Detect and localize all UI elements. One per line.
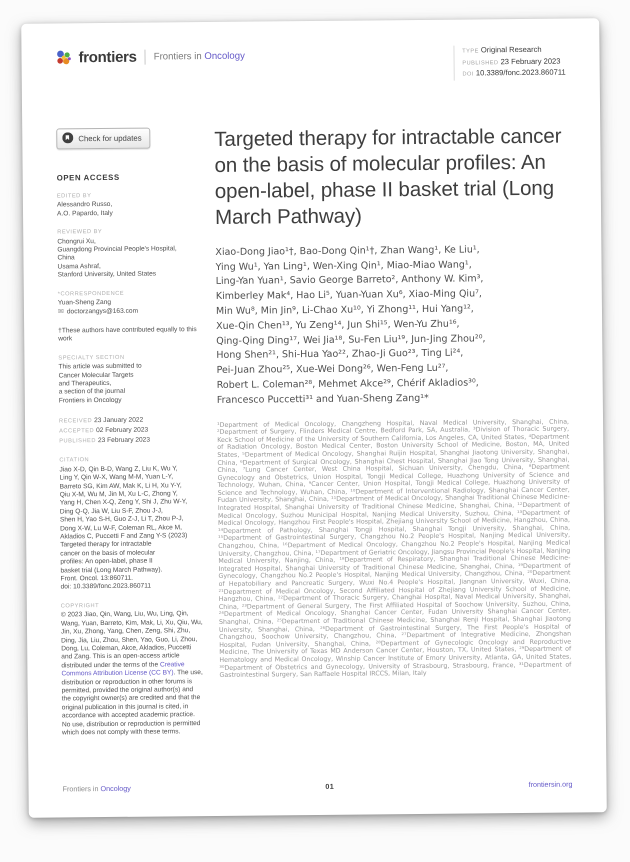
published-date-row bbox=[59, 435, 201, 446]
correspondence-name: Yuan-Sheng Zang bbox=[57, 299, 112, 307]
meta-type-row bbox=[462, 45, 565, 58]
article-main bbox=[214, 123, 572, 736]
specialty-text: This article was submitted to Cancer Molecular Targets and Therapeutics, a section of the journal Frontiers in Oncology bbox=[58, 362, 142, 405]
specialty-section bbox=[58, 354, 200, 406]
meta-doi-value: 10.3389/fonc.2023.860711 bbox=[475, 67, 566, 78]
reviewed-by-section bbox=[57, 228, 199, 280]
citation-text: Jiao X-D, Qin B-D, Wang Z, Liu K, Wu Y, Ling Y, Qin W-X, Wang M-M, Yuan L-Y, Barreto SG, Kim AW, Mak K, Li H, Xu Y-Y, Qiu X-M, Wu M, Jin M, Xu L-C, Zhong Y, Yang H, Chen X-Q, Zeng Y, Shi J, Zhu W-Y, Ding Q-Q, Jia W, Liu S-F, Zhou J-J, Shen H, Yao S-H, Guo Z-J, Li T, Zhou P-J, Dong X-W, Lu W-F, Coleman RL, Akce M, Akladios C, Puccetti F and Zang Y-S (2023) Targeted therapy for intractable cancer on the basis of molecular profiles: An open-label, phase II basket trial (Long March Pathway). Front. Oncol. 13:860711. doi: 10.3389/fonc.2023.860711 bbox=[59, 465, 188, 591]
check-for-updates-button[interactable] bbox=[56, 127, 150, 149]
page-content bbox=[21, 18, 607, 818]
article-title: Targeted therapy for intractable cancer on the basis of molecular profiles: An open-label, phase II basket trial (Long March Pathway) bbox=[214, 124, 562, 229]
journal-title-name: Oncology bbox=[204, 50, 245, 63]
accepted-label: ACCEPTED bbox=[59, 428, 95, 435]
journal-title-prefix: Frontiers in bbox=[153, 51, 205, 63]
equal-contribution-text: †These authors have contributed equally to this work bbox=[58, 326, 197, 343]
crossmark-icon bbox=[62, 132, 73, 145]
edited-by-label: EDITED BY bbox=[56, 192, 92, 200]
copyright-text bbox=[61, 610, 204, 737]
edited-by-section bbox=[57, 192, 199, 219]
reviewed-by-label: REVIEWED BY bbox=[57, 229, 103, 236]
envelope-icon: ✉ bbox=[57, 307, 64, 315]
footer-journal[interactable] bbox=[63, 784, 131, 794]
edited-by-text: Alessandro Russo, A.O. Papardo, Italy bbox=[56, 201, 113, 218]
copyright-label: COPYRIGHT bbox=[60, 602, 100, 610]
copyright-after-link: . The use, distribution or reproduction in other forums is permitted, provided the original author(s) and the copyright owner(s) are credited and that the original publication in this journal is cited, in accordance with accepted academic practice. No use, distribution or reproduction is permitted which does not comply with these terms. bbox=[61, 669, 203, 737]
citation-label: CITATION bbox=[59, 457, 90, 464]
equal-contribution-note bbox=[58, 326, 200, 344]
footer-site-link[interactable]: frontiersin.org bbox=[528, 779, 573, 789]
citation-section bbox=[59, 456, 202, 592]
accepted-value: 02 February 2023 bbox=[96, 426, 149, 435]
published-label: PUBLISHED bbox=[59, 438, 96, 445]
check-for-updates-label: Check for updates bbox=[78, 133, 142, 144]
affiliations: ¹Department of Medical Oncology, Changzheng Hospital, Naval Medical University, Shanghai, China, ²Department of Surgery, Flinders Medical Centre, Bedford Park, SA, Australia, ³Division of Thoracic Surgery, Keck School of Medicine of the University of Southern California, Los Angeles, CA, United States, ⁴Department of Radiation Oncology, Boston Medical Center, Boston University School of Medicine, Boston, MA, United States, ⁵Department of Medical Oncology, Shanghai Ruijin Hospital, Shanghai Jiaotong University, Shanghai, China, ⁶Department of Surgical Oncology, Shanghai Chest Hospital, Shanghai Jiao Tong University, Shanghai, China, ⁷Lung Cancer Center, West China Hospital, Sichuan University, Chengdu, China, ⁸Department Gynecology and Obstetrics, Union Hospital, Tongji Medical College, Huazhong University of Science and Technology, Wuhan, China, ⁹Cancer Center, Union Hospital, Tongji Medical College, Huazhong University of Science and Technology, Wuhan, China, ¹⁰Department of Interventional Radiology, Shanghai Cancer Center, Fudan University, Shanghai, China, ¹¹Department of Medical Oncology, Shanghai Traditional Chinese Medicine-Integrated Hospital, Shanghai University of Traditional Chinese Medicine, Shanghai, China, ¹²Department of Medical Oncology, Suzhou Municipal Hospital, Nanjing Medical University, Suzhou, China, ¹³Department of Medical Oncology, Hangzhou First People's Hospital, Zhejiang University School of Medicine, Hangzhou, China, ¹⁴Department of Pathology, Shanghai Tongji Hospital, Shanghai Tongji University, Shanghai, China, ¹⁵Department of Gastrointestinal Surgery, Changzhou No.2 People's Hospital, Nanjing Medical University, Changzhou, China, ¹⁶Department of Medical Oncology, Changzhou No.2 People's Hospital, Nanjing Medical University, Changzhou, China, ¹⁷Department of Geriatric Oncology, Jiangsu Provincial People's Hospital, Nanjing Medical University, Nanjing, China, ¹⁸Department of Respiratory, Shanghai Traditional Chinese Medicine-Integrated Hospital, Shanghai University of Traditional Chinese Medicine, Shanghai, China, ¹⁹Department of Gynecology, Changzhou No.2 People's Hospital, Nanjing Medical University, Changzhou, China, ²⁰Department of Hepatobiliary and Pancreatic Surgery, Wuxi No.4 People's Hospital, Jiangnan University, Wuxi, China, ²¹Department of Medical Oncology, Second Affiliated Hospital of Zhejiang University School of Medicine, Hangzhou, China, ²²Department of Thoracic Surgery, Changhai Hospital, Naval Medical University, Shanghai, China, ²³Department of General Surgery, The First Affiliated Hospital of Soochow University, Suzhou, China, ²⁴Department of Medical Oncology, Shanghai Cancer Center, Fudan University Shanghai Cancer Center, Shanghai, China, ²⁵Department of Traditional Chinese Medicine, Shanghai Renji Hospital, Shanghai Jiaotong University, Shanghai, China, ²⁶Department of Gastrointestinal Surgery, The First People's Hospital of Changzhou, Soochow University, Changzhou, China, ²⁷Department of Integrative Medicine, Zhongshan Hospital, Fudan University, Shanghai, China, ²⁸Department of Gynecologic Oncology and Reproductive Medicine, The University of Texas MD Anderson Cancer Center, Houston, TX, United States, ²⁹Department of Hematology and Medical Oncology, Winship Cancer Institute of Emory University, Atlanta, GA, United States, ³⁰Department of Obstetrics and Gynecology, University of Strasbourg, Strasbourg, France, ³¹Department of Gastrointestinal Surgery, San Raffaele Hospital IRCCS, Milan, Italy bbox=[217, 418, 572, 680]
meta-published-value: 23 February 2023 bbox=[500, 56, 561, 66]
journal-title bbox=[154, 51, 245, 63]
correspondence-section bbox=[58, 290, 200, 317]
header-divider bbox=[145, 50, 146, 65]
sidebar bbox=[56, 127, 204, 738]
meta-doi-label: DOI bbox=[462, 71, 474, 78]
received-value: 23 January 2022 bbox=[94, 416, 144, 425]
article-page bbox=[21, 18, 607, 818]
specialty-label: SPECIALTY SECTION bbox=[58, 354, 125, 362]
frontiers-branding bbox=[55, 48, 244, 67]
copyright-section bbox=[61, 602, 204, 738]
meta-type-value: Original Research bbox=[480, 44, 542, 55]
correspondence-email[interactable]: doctorzangys@163.com bbox=[66, 307, 139, 315]
correspondence-label: *CORRESPONDENCE bbox=[57, 290, 125, 298]
meta-type-label: TYPE bbox=[462, 48, 479, 55]
open-access-heading: OPEN ACCESS bbox=[56, 172, 120, 183]
footer-journal-name: Oncology bbox=[100, 783, 131, 794]
frontiers-logo-icon bbox=[55, 49, 72, 66]
page-header bbox=[55, 45, 565, 85]
copyright-before-link: © 2023 Jiao, Qin, Wang, Liu, Wu, Ling, Qin, Wang, Yuan, Barreto, Kim, Mak, Li, Xu, Qiu, Wu, Jin, Xu, Zhong, Yang, Chen, Zeng, Shi, Zhu, Ding, Jia, Liu, Zhou, Shen, Yao, Guo, Li, Zhou, Dong, Lu, Coleman, Akce, Akladios, Puccetti and Zang. This is an open-access article distributed under the terms of the bbox=[60, 610, 203, 670]
body-columns bbox=[56, 123, 572, 738]
footer-journal-prefix: Frontiers in bbox=[62, 784, 101, 794]
meta-doi-row bbox=[462, 68, 565, 81]
author-list: Xiao-Dong Jiao¹†, Bao-Dong Qin¹†, Zhan Wang¹, Ke Liu¹, Ying Wu¹, Yan Ling¹, Wen-Xing Qin¹, Miao-Miao Wang¹, Ling-Yan Yuan¹, Savio George Barreto², Anthony W. Kim³, Kimberley Mak⁴, Hao Li⁵, Yuan-Yuan Xu⁶, Xiao-Ming Qiu⁷, Min Wu⁸, Min Jin⁹, Li-Chao Xu¹⁰, Yi Zhong¹¹, Hui Yang¹², Xue-Qin Chen¹³, Yu Zeng¹⁴, Jun Shi¹⁵, Wen-Yu Zhu¹⁶, Qing-Qing Ding¹⁷, Wei Jia¹⁸, Su-Fen Liu¹⁹, Jun-Jing Zhou²⁰, Hong Shen²¹, Shi-Hua Yao²², Zhao-Ji Guo²³, Ting Li²⁴, Pei-Juan Zhou²⁵, Xue-Wei Dong²⁶, Wen-Feng Lu²⁷, Robert L. Coleman²⁸, Mehmet Akce²⁹, Chérif Akladios³⁰, Francesco Puccetti³¹ and Yuan-Sheng Zang¹* bbox=[215, 244, 486, 406]
cc-by-license-link[interactable]: Creative Commons Attribution License (CC BY) bbox=[61, 661, 185, 678]
page-footer bbox=[63, 780, 573, 794]
article-meta bbox=[453, 45, 566, 81]
meta-published-row bbox=[462, 56, 565, 69]
frontiers-logo-text: frontiers bbox=[78, 48, 137, 67]
meta-published-label: PUBLISHED bbox=[462, 59, 499, 67]
page-number: 01 bbox=[325, 781, 335, 791]
reviewed-by-text: Chongrui Xu, Guangdong Provincial People's Hospital, China Usama Ashraf, Stanford University, United States bbox=[57, 237, 177, 279]
correspondence-email-row bbox=[58, 307, 200, 317]
published-value: 23 February 2023 bbox=[97, 436, 151, 445]
received-label: RECEIVED bbox=[58, 418, 93, 425]
dates-section bbox=[59, 415, 201, 446]
